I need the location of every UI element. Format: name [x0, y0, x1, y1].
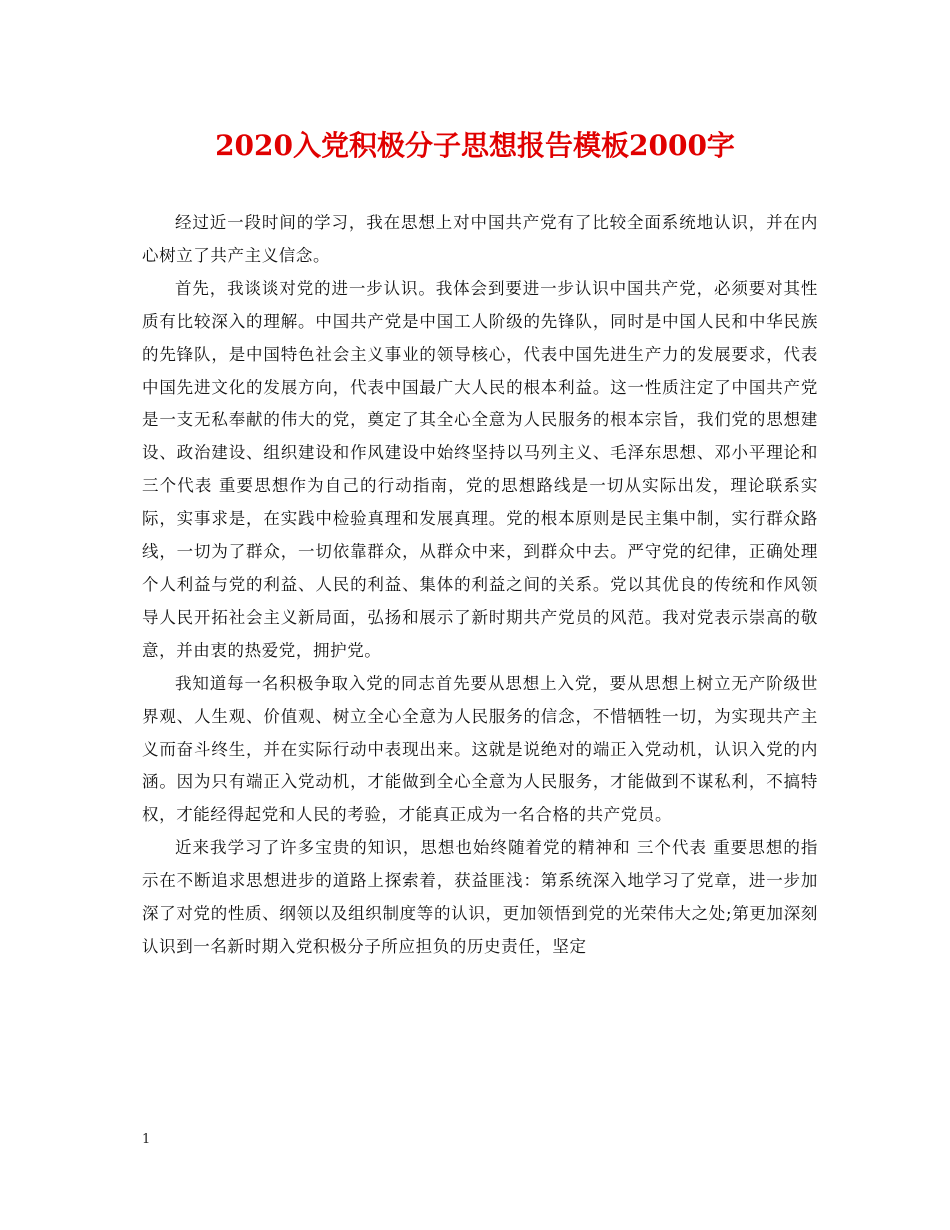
page-number: 1 — [142, 1132, 151, 1147]
paragraph-3: 我知道每一名积极争取入党的同志首先要从思想上入党，要从思想上树立无产阶级世界观、人生观、价值观、树立全心全意为人民服务的信念，不惜牺牲一切，为实现共产主义而奋斗终生，并在实际行动中表现出来。这就是说绝对的端正入党动机，认识入党的内涵。因为只有端正入党动机，才能做到全心全意为人民服务，才能做到不谋私利，不搞特权，才能经得起党和人民的考验，才能真正成为一名合格的共产党员。 — [142, 673, 818, 825]
document-title: 2020入党积极分子思想报告模板2000字 — [215, 129, 735, 162]
paragraph-1: 经过近一段时间的学习，我在思想上对中国共产党有了比较全面系统地认识，并在内心树立了共产主义信念。 — [142, 213, 818, 265]
paragraph-2: 首先，我谈谈对党的进一步认识。我体会到要进一步认识中国共产党，必须要对其性质有比较深入的理解。中国共产党是中国工人阶级的先锋队，同时是中国人民和中华民族的先锋队，是中国特色社会主义事业的领导核心，代表中国先进生产力的发展要求，代表中国先进文化的发展方向，代表中国最广大人民的根本利益。这一性质注定了中国共产党是一支无私奉献的伟大的党，奠定了其全心全意为人民服务的根本宗旨，我们党的思想建设、政治建设、组织建设和作风建设中始终坚持以马列主义、毛泽东思想、邓小平理论和 三个代表 重要思想作为自己的行动指南，党的思想路线是一切从实际出发，理论联系实际，实事求是，在实践中检验真理和发展真理。党的根本原则是民主集中制，实行群众路线，一切为了群众，一切依靠群众，从群众中来，到群众中去。严守党的纪律，正确处理个人利益与党的利益、人民的利益、集体的利益之间的关系。党以其优良的传统和作风领导人民开拓社会主义新局面，弘扬和展示了新时期共产党员的风范。我对党表示崇高的敬意，并由衷的热爱党，拥护党。 — [142, 278, 818, 660]
paragraph-4: 近来我学习了许多宝贵的知识，思想也始终随着党的精神和 三个代表 重要思想的指示在不断追求思想进步的道路上探索着，获益匪浅：第系统深入地学习了党章，进一步加深了对党的性质、纲领以及组织制度等的认识，更加领悟到党的光荣伟大之处;第更加深刻认识到一名新时期入党积极分子所应担负的历史责任，坚定 — [142, 838, 818, 956]
document-body — [142, 207, 818, 964]
